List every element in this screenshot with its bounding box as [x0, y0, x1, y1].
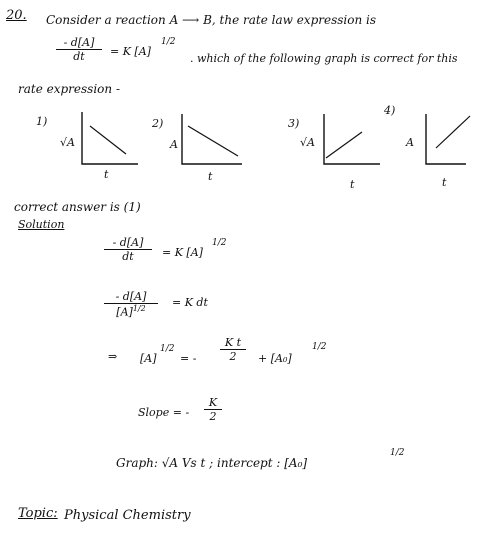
option-1-label: 1) [36, 115, 48, 128]
step3-denominator: 2 [229, 350, 237, 363]
step3-arrow: ⇒ [108, 350, 118, 363]
slope-label: Slope = - [138, 406, 190, 419]
step1-denominator: dt [122, 250, 134, 263]
step3-tail-exponent: 1/2 [312, 342, 327, 352]
step1-rhs: = K [A] [162, 246, 203, 259]
step1-numerator: - d[A] [104, 236, 152, 250]
question-line-3: rate expression - [18, 82, 120, 96]
step2-den-exponent: 1/2 [132, 304, 146, 313]
topic-label: Topic: [18, 506, 58, 521]
option-4-label: 4) [384, 104, 396, 117]
step3-lhs: [A] [140, 352, 157, 365]
rate-fraction [56, 36, 102, 63]
option-2-label: 2) [152, 117, 164, 130]
option-1-x-axis: t [104, 168, 109, 181]
option-3-x-axis: t [350, 178, 355, 191]
option-3-label: 3) [288, 117, 300, 130]
step1-fraction [104, 236, 152, 263]
option-4-graph [424, 112, 494, 182]
question-number: 20. [6, 8, 27, 23]
step3-equals: = - [180, 352, 197, 365]
step2-denominator [104, 304, 158, 319]
rate-rhs: = K [A] [110, 45, 151, 58]
option-3-y-axis: √A [300, 136, 315, 149]
step2-rhs: = K dt [172, 296, 208, 309]
graph-statement: Graph: √A Vs t ; intercept : [A₀] [116, 456, 308, 470]
option-2-x-axis: t [208, 170, 213, 183]
step2-fraction [104, 290, 158, 319]
slope-denominator: 2 [209, 410, 217, 423]
option-4-x-axis: t [442, 176, 447, 189]
option-1-graph [80, 110, 150, 180]
topic-value: Physical Chemistry [64, 508, 191, 523]
solution-label: Solution [18, 218, 65, 231]
question-line-1: Consider a reaction A ⟶ B, the rate law expression is [46, 13, 376, 27]
option-4-y-axis: A [406, 136, 414, 149]
option-1-y-axis: √A [60, 136, 75, 149]
step3-lhs-exponent: 1/2 [160, 344, 175, 354]
step3-numerator: K t [220, 336, 246, 350]
slope-numerator: K [204, 396, 222, 410]
question-line-2-tail: . which of the following graph is correct for this [190, 52, 458, 65]
option-3-graph [322, 112, 402, 182]
option-2-graph [180, 112, 250, 182]
slope-fraction [204, 396, 222, 423]
step1-exponent: 1/2 [212, 238, 227, 248]
graph-exponent: 1/2 [390, 448, 405, 458]
answer-text: correct answer is (1) [14, 200, 141, 214]
rate-exponent: 1/2 [161, 37, 176, 47]
step2-numerator: - d[A] [104, 290, 158, 304]
option-2-y-axis: A [170, 138, 178, 151]
step3-tail: + [A₀] [258, 352, 292, 365]
step2-den-base: [A] [116, 305, 133, 319]
rate-denominator: dt [73, 50, 85, 63]
step3-fraction [220, 336, 246, 363]
rate-numerator: - d[A] [56, 36, 102, 50]
